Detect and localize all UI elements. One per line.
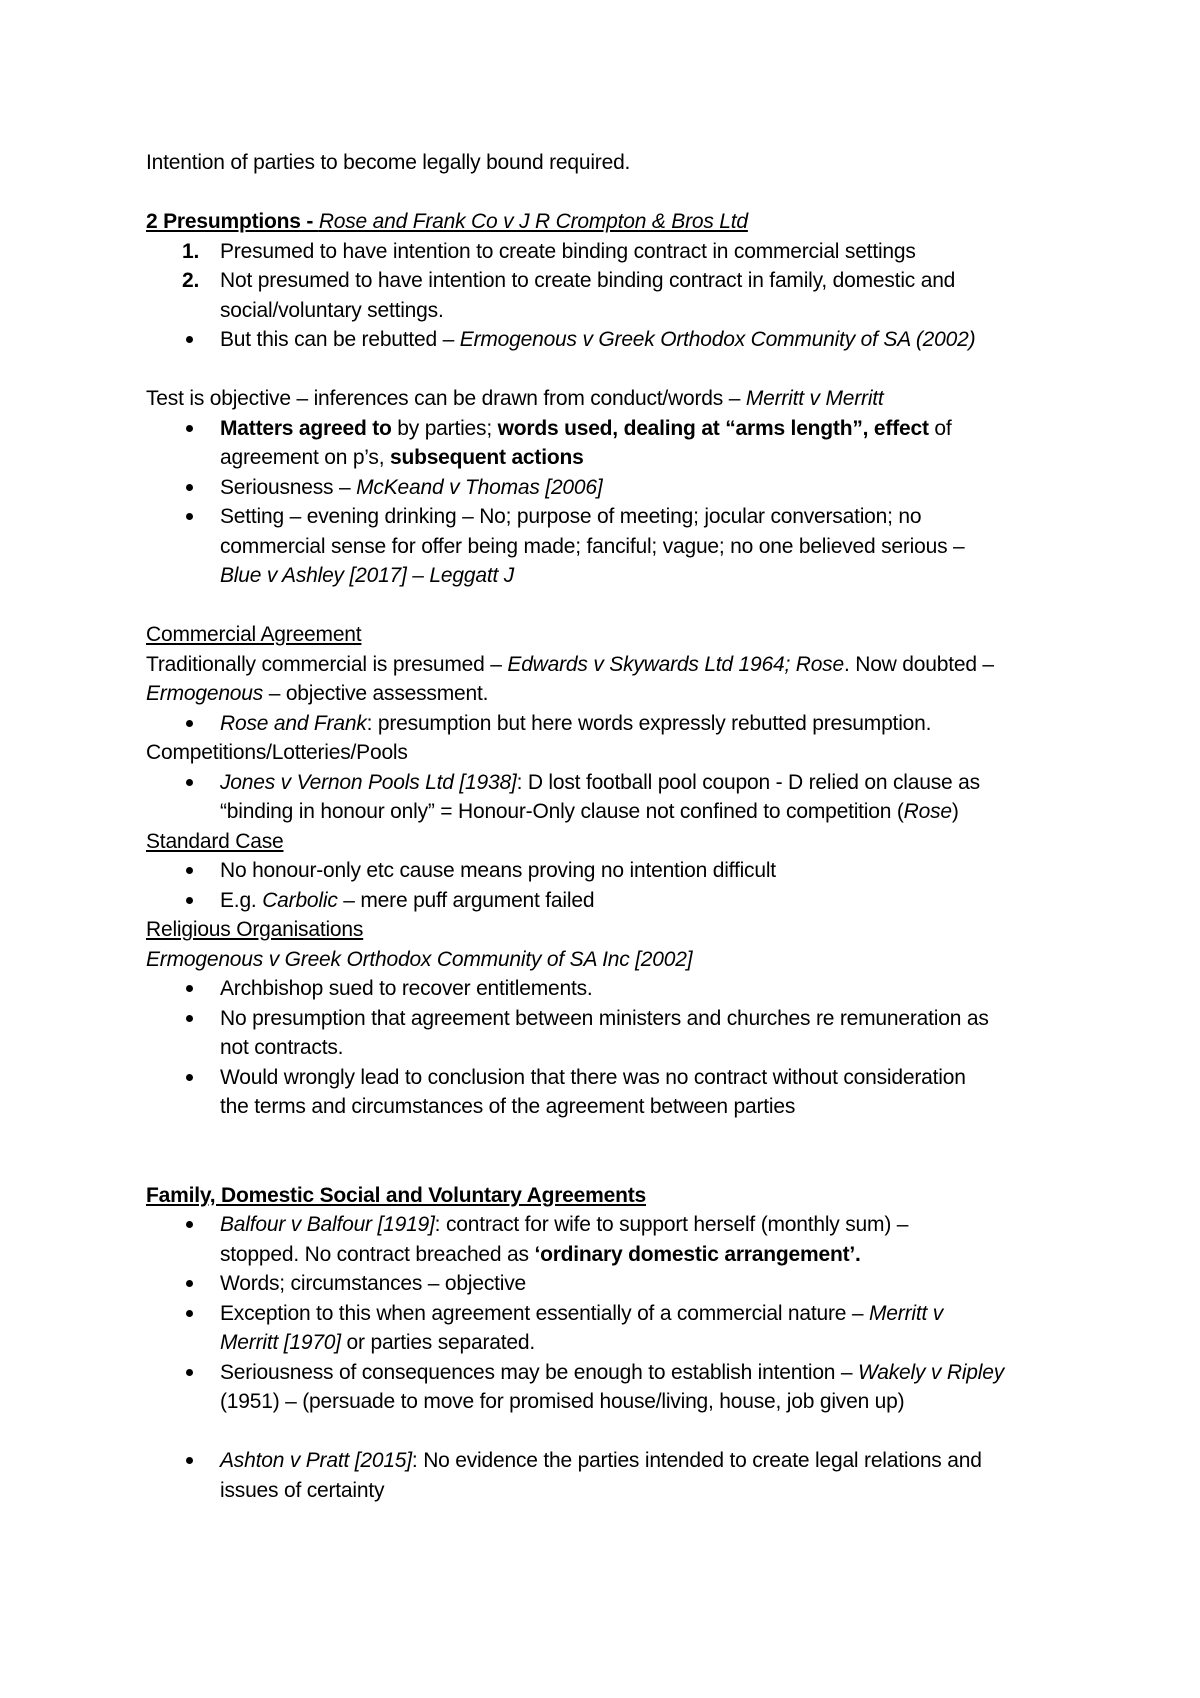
bullet-icon — [186, 1015, 193, 1022]
case-citation: Merritt [1970] — [220, 1331, 341, 1354]
text-phrase: the terms and circumstances of the agreement between parties — [220, 1095, 796, 1118]
presumption-text: Presumed to have intention to create binding contract in commercial settings — [220, 239, 916, 263]
test-item-2 — [146, 473, 1106, 503]
bullet-icon — [186, 720, 193, 727]
text-phrase: Seriousness – — [220, 475, 357, 499]
bullet-icon — [186, 1369, 193, 1376]
family-heading: Family, Domestic Social and Voluntary Agreements — [146, 1183, 646, 1207]
text-phrase: : presumption but here words expressly rebutted presumption. — [366, 711, 932, 735]
presumption-text: Not presumed to have intention to create binding contract in family, domestic and — [220, 269, 956, 292]
rebut-text: But this can be rebutted – — [220, 328, 460, 351]
test-item-1 — [146, 414, 1106, 473]
bullet-icon — [186, 867, 193, 874]
case-citation: Ermogenous v Greek Orthodox Community of SA (2002) — [459, 328, 976, 351]
text-phrase: Archbishop sued to recover entitlements. — [220, 977, 593, 1000]
text-phrase: Would wrongly lead to conclusion that there was no contract without consideration — [220, 1065, 966, 1089]
case-citation: Carbolic — [262, 888, 338, 912]
bold-phrase: subsequent actions — [389, 446, 584, 469]
bold-phrase: words used, dealing at “arms length”, effect — [497, 416, 929, 440]
text-phrase: – mere puff argument failed — [337, 888, 595, 912]
bullet-icon — [186, 897, 193, 904]
list-number: 1. — [182, 239, 200, 263]
bold-phrase: ‘ordinary domestic arrangement’. — [534, 1242, 861, 1266]
text-phrase: Traditionally commercial is presumed – — [146, 652, 508, 676]
case-citation: Edwards v Skywards Ltd 1964; Rose — [507, 652, 844, 676]
document-page — [146, 148, 1106, 1505]
presumption-item-2 — [146, 266, 1106, 325]
bullet-icon — [186, 1221, 193, 1228]
commercial-para-line-2 — [146, 679, 1106, 709]
standard-item-1 — [146, 856, 1106, 886]
presumption-item-1 — [146, 237, 1106, 267]
text-phrase: ) — [951, 800, 959, 823]
case-citation: Wakely v Ripley — [858, 1360, 1005, 1384]
case-citation: Jones v Vernon Pools Ltd [1938] — [220, 770, 517, 794]
text-phrase: agreement on p’s, — [220, 446, 390, 469]
presumptions-heading-label: 2 Presumptions - — [146, 210, 319, 233]
case-citation: Balfour v Balfour [1919] — [220, 1213, 435, 1236]
intro-line: Intention of parties to become legally bound required. — [146, 151, 631, 174]
commercial-item-1 — [146, 709, 1106, 739]
case-citation: Merritt v Merritt — [745, 387, 884, 410]
text-phrase: Exception to this when agreement essentially of a commercial nature – — [220, 1301, 870, 1325]
bullet-icon — [186, 336, 193, 343]
text-phrase: : No evidence the parties intended to create legal relations and — [411, 1449, 982, 1472]
test-text: Test is objective – inferences can be drawn from conduct/words – — [146, 387, 746, 410]
text-phrase: – objective assessment. — [263, 682, 489, 705]
commercial-item-2 — [146, 768, 1106, 827]
family-item-3 — [146, 1299, 1106, 1358]
bullet-icon — [186, 1310, 193, 1317]
text-phrase: : contract for wife to support herself (monthly sum) – — [434, 1213, 909, 1236]
text-phrase: No honour-only etc cause means proving no intention difficult — [220, 859, 776, 882]
bold-phrase: Matters agreed to — [220, 416, 392, 440]
religious-item-3 — [146, 1063, 1106, 1122]
bullet-icon — [186, 425, 193, 432]
text-phrase: “binding in honour only” = Honour-Only clause not confined to competition ( — [220, 800, 904, 823]
text-phrase: or parties separated. — [340, 1331, 535, 1354]
case-citation: McKeand v Thomas [2006] — [356, 475, 603, 499]
text-phrase: commercial sense for offer being made; fanciful; vague; no one believed serious – — [220, 534, 965, 558]
bullet-icon — [186, 484, 193, 491]
family-item-1 — [146, 1210, 1106, 1269]
text-phrase: Setting – evening drinking – No; purpose of meeting; jocular conversation; no — [220, 505, 922, 528]
standard-heading: Standard Case — [146, 829, 284, 853]
competitions-subheading: Competitions/Lotteries/Pools — [146, 741, 408, 764]
commercial-heading: Commercial Agreement — [146, 623, 362, 646]
case-citation: Rose and Frank — [220, 711, 367, 735]
case-citation: Rose — [903, 800, 952, 823]
family-item-5 — [146, 1446, 1106, 1505]
commercial-para-line-1 — [146, 650, 1106, 680]
religious-heading: Religious Organisations — [146, 918, 364, 941]
text-phrase: Words; circumstances – objective — [220, 1272, 526, 1295]
test-item-3 — [146, 502, 1106, 591]
text-phrase: (1951) – (persuade to move for promised house/living, house, job given up) — [220, 1390, 905, 1413]
bullet-icon — [186, 779, 193, 786]
presumption-item-rebut — [146, 325, 1106, 355]
text-phrase: stopped. No contract breached as — [220, 1242, 535, 1266]
bullet-icon — [186, 1280, 193, 1287]
presumptions-heading-case: Rose and Frank Co v J R Crompton & Bros Ltd — [318, 210, 748, 233]
presumptions-heading — [146, 207, 1106, 237]
bullet-icon — [186, 985, 193, 992]
text-phrase: No presumption that agreement between ministers and churches re remuneration as — [220, 1006, 989, 1030]
text-phrase: : D lost football pool coupon - D relied on clause as — [516, 770, 980, 794]
bullet-icon — [186, 1074, 193, 1081]
religious-case-line: Ermogenous v Greek Orthodox Community of SA Inc [2002] — [146, 947, 693, 971]
religious-item-2 — [146, 1004, 1106, 1063]
text-phrase: issues of certainty — [220, 1478, 385, 1502]
family-item-2 — [146, 1269, 1106, 1299]
text-phrase: . Now doubted – — [843, 652, 994, 676]
case-citation: Ashton v Pratt [2015] — [220, 1449, 412, 1472]
text-phrase: not contracts. — [220, 1036, 344, 1059]
text-phrase: of — [928, 416, 952, 440]
bullet-icon — [186, 513, 193, 520]
family-item-4 — [146, 1358, 1106, 1417]
standard-item-2 — [146, 886, 1106, 916]
case-citation: Blue v Ashley [2017] – Leggatt J — [220, 564, 515, 587]
list-number: 2. — [182, 269, 200, 292]
case-citation: Merritt v — [869, 1301, 944, 1325]
text-phrase: Seriousness of consequences may be enough to establish intention – — [220, 1360, 859, 1384]
case-citation: Ermogenous — [146, 682, 264, 705]
text-phrase: E.g. — [220, 888, 263, 912]
presumption-text-cont: social/voluntary settings. — [220, 298, 444, 322]
text-phrase: by parties; — [391, 416, 498, 440]
bullet-icon — [186, 1457, 193, 1464]
test-line — [146, 384, 1106, 414]
religious-item-1 — [146, 974, 1106, 1004]
